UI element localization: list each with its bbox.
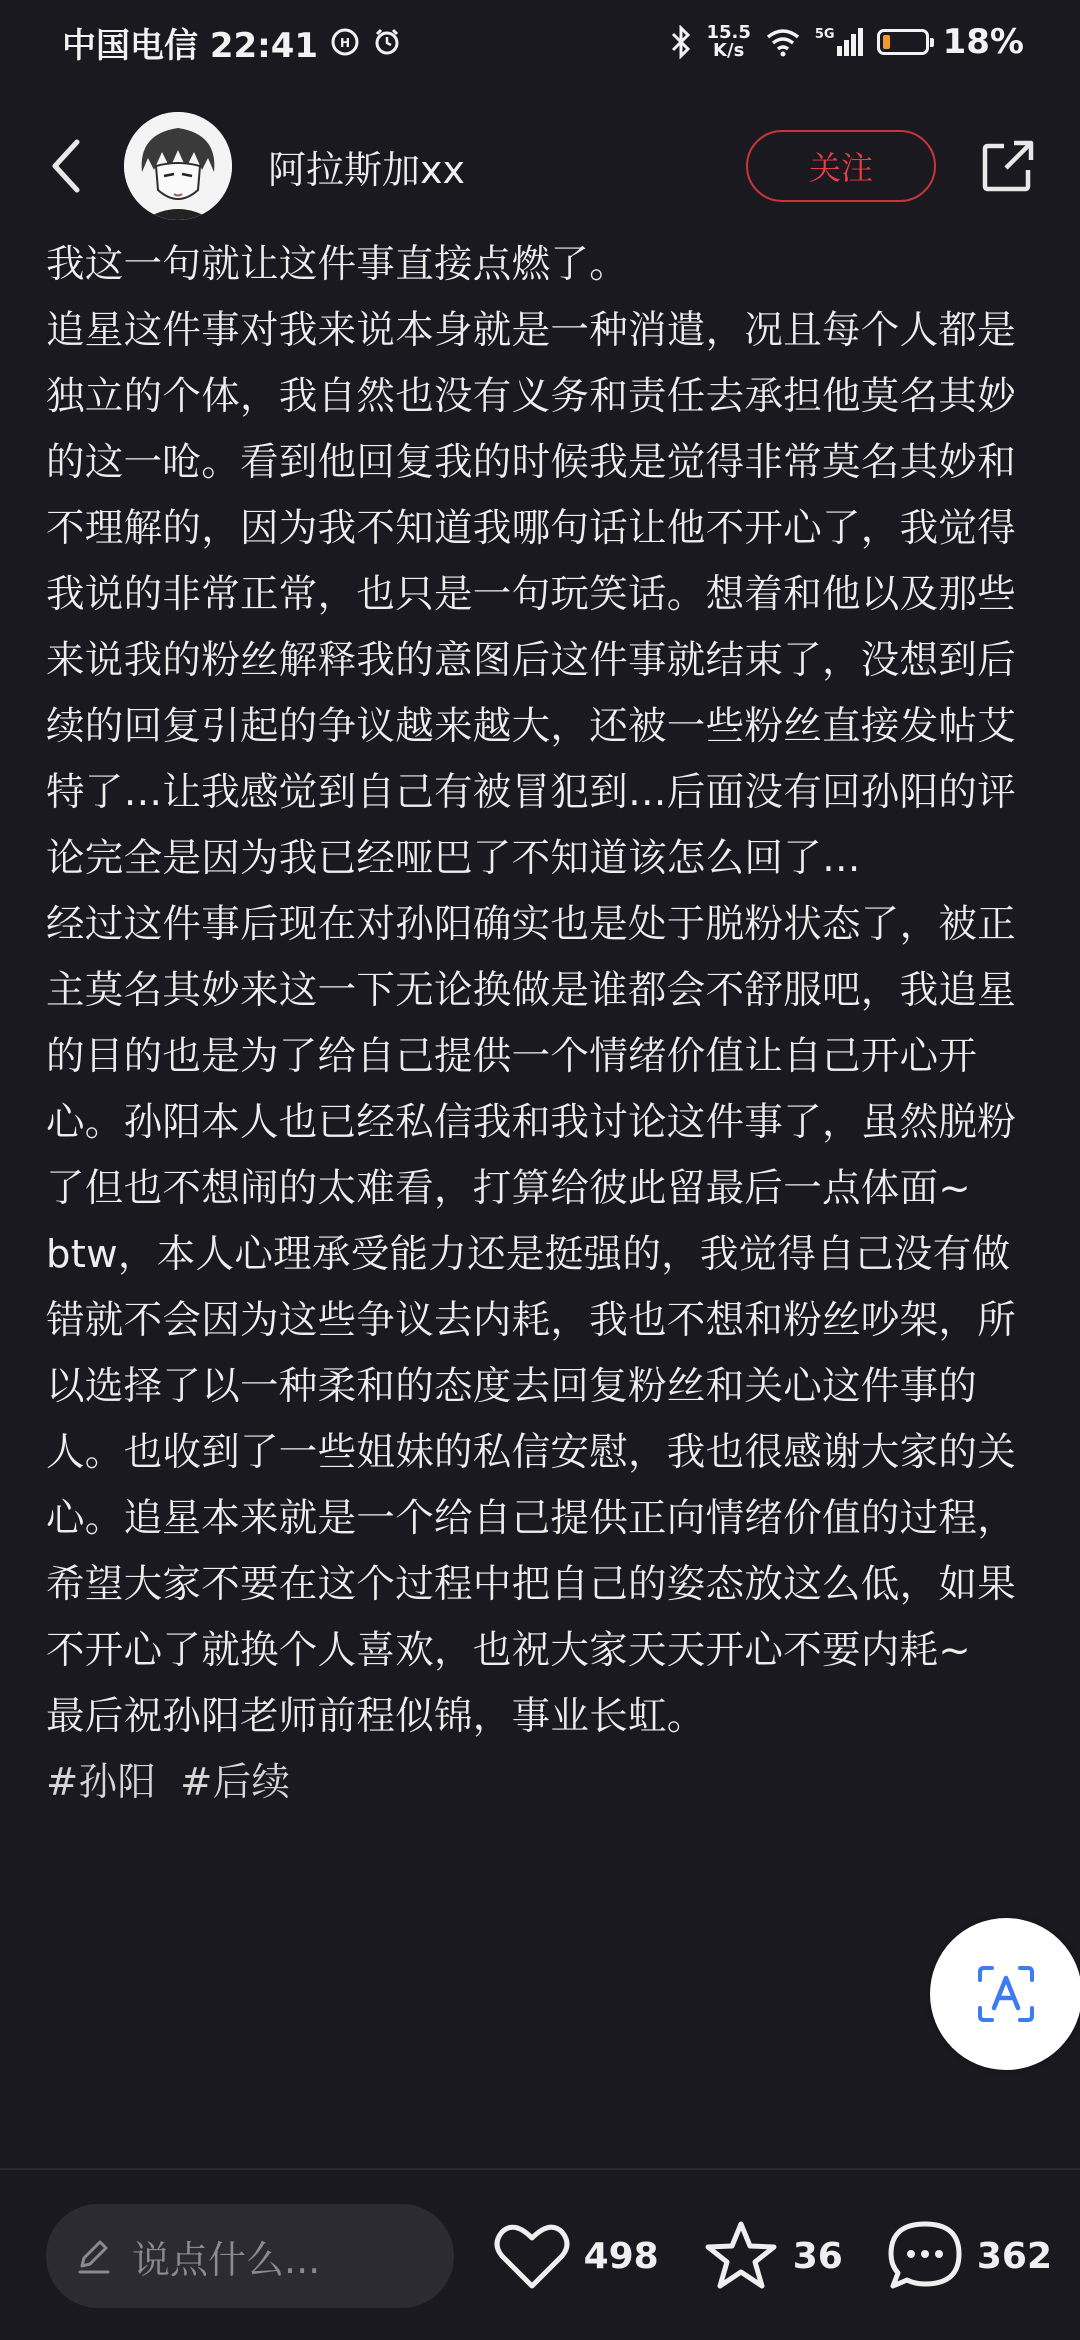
translate-button[interactable] [930, 1918, 1080, 2070]
net-speed-value: 15.5 [706, 22, 751, 43]
username[interactable]: 阿拉斯加xx [268, 147, 465, 192]
status-left [62, 18, 402, 67]
net-speed [706, 24, 750, 60]
battery-level [883, 35, 890, 49]
post-paragraph: btw，本人心理承受能力还是挺强的，我觉得自己没有做错就不会因为这些争议去内耗，我也不想和粉丝吵架，所以选择了以一种柔和的态度去回复粉丝和关心这件事的人。也收到了一些姐妹的私信安慰，我也很感谢大家的关心。追星本来就是一个给自己提供正向情绪价值的过程，希望大家不要在这个过程中把自己的姿态放这么低，如果不开心了就换个人喜欢，也祝大家天天开心不要内耗~ [46, 1232, 1017, 1673]
post-content [46, 232, 1026, 1816]
comment-input[interactable] [46, 2204, 454, 2308]
like-count: 498 [583, 2235, 659, 2277]
translate-icon [974, 1962, 1038, 2026]
post-paragraph: 我这一句就让这件事直接点燃了。 [46, 242, 629, 287]
avatar-illustration [124, 112, 232, 220]
bottom-divider [0, 2168, 1080, 2170]
status-bar [0, 0, 1080, 84]
back-button[interactable] [36, 126, 96, 206]
cell-signal-icon [815, 28, 863, 56]
follow-button[interactable]: 关注 [746, 130, 936, 202]
carrier-time: 中国电信 22:41 [62, 25, 319, 66]
favorite-button[interactable] [703, 2220, 843, 2292]
svg-text:H: H [340, 36, 351, 50]
avatar[interactable] [124, 112, 232, 220]
comment-bubble-icon [887, 2220, 963, 2292]
net-speed-unit: K/s [713, 40, 745, 61]
star-icon [703, 2220, 779, 2292]
alarm-icon [372, 27, 402, 57]
post-paragraph: 最后祝孙阳老师前程似锦，事业长虹。 [46, 1694, 706, 1739]
favorite-count: 36 [792, 2235, 843, 2277]
wifi-icon [765, 27, 801, 57]
post-header [0, 96, 1080, 236]
share-icon [980, 138, 1036, 194]
comment-placeholder: 说点什么... [132, 2237, 321, 2282]
hd-icon [330, 27, 360, 57]
battery-percent: 18% [942, 22, 1024, 62]
hashtag-followup[interactable]: #后续 [180, 1760, 291, 1805]
post-paragraph: 经过这件事后现在对孙阳确实也是处于脱粉状态了，被正主莫名其妙来这一下无论换做是谁都会不舒服吧，我追星的目的也是为了给自己提供一个情绪价值让自己开心开心。孙阳本人也已经私信我和我讨论这件事了，虽然脱粉了但也不想闹的太难看，打算给彼此留最后一点体面~ [46, 902, 1017, 1211]
status-right [670, 22, 1024, 62]
comment-button[interactable] [887, 2220, 1052, 2292]
hashtag-list [46, 1750, 1026, 1816]
back-arrow-icon [51, 139, 81, 193]
battery-icon [877, 29, 929, 55]
signal-label: 5G [814, 27, 835, 42]
bluetooth-icon [670, 25, 692, 59]
like-button[interactable] [494, 2222, 659, 2290]
pen-icon [74, 2236, 114, 2276]
bottom-action-bar [0, 2200, 1080, 2312]
share-button[interactable] [976, 134, 1040, 198]
heart-icon [494, 2222, 570, 2290]
hashtag-sunyang[interactable]: #孙阳 [46, 1760, 157, 1805]
post-paragraph: 追星这件事对我来说本身就是一种消遣，况且每个人都是独立的个体，我自然也没有义务和责任去承担他莫名其妙的这一呛。看到他回复我的时候我是觉得非常莫名其妙和不理解的，因为我不知道我哪句话让他不开心了，我觉得我说的非常正常，也只是一句玩笑话。想着和他以及那些来说我的粉丝解释我的意图后这件事就结束了，没想到后续的回复引起的争议越来越大，还被一些粉丝直接发帖艾特了…让我感觉到自己有被冒犯到…后面没有回孙阳的评论完全是因为我已经哑巴了不知道该怎么回了… [46, 308, 1017, 881]
comment-count: 362 [976, 2235, 1052, 2277]
